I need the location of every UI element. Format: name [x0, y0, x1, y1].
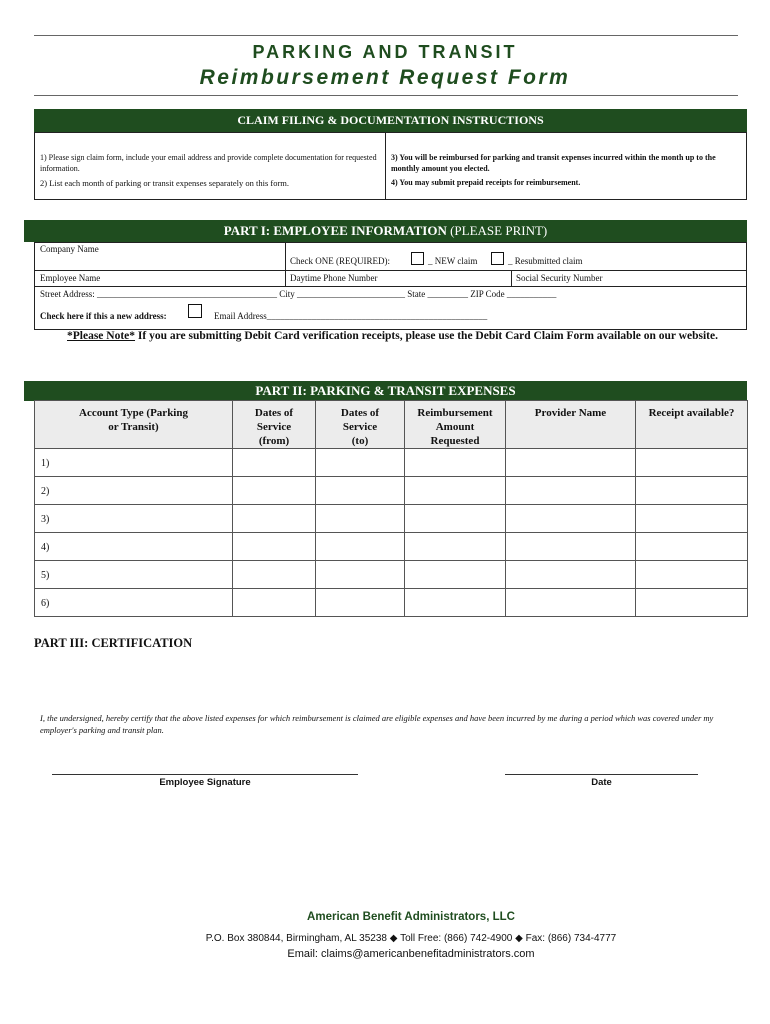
cell-from[interactable] [233, 533, 316, 561]
check-one-text: Check ONE (REQUIRED): [290, 256, 390, 266]
resubmitted-label: _ Resubmitted claim [508, 256, 583, 266]
address-line[interactable]: Street Address: ________________________________________ City ________________________ State _________ ZIP Code ___________ [40, 289, 557, 299]
cell-receipt[interactable] [636, 449, 748, 477]
cell-to[interactable] [316, 533, 405, 561]
diamond-icon: ◆ [389, 933, 398, 944]
new-claim-label: _ NEW claim [428, 256, 478, 266]
new-claim-checkbox[interactable] [411, 252, 424, 265]
footer-address: P.O. Box 380844, Birmingham, AL 35238 [205, 933, 387, 944]
table-row [35, 533, 748, 561]
part1-heading-main: PART I: EMPLOYEE INFORMATION [223, 223, 447, 238]
row-line-2 [34, 286, 747, 287]
cell-from[interactable] [233, 477, 316, 505]
note-text: If you are submitting Debit Card verification receipts, please use the Debit Card Claim Form available on our website. [135, 330, 718, 342]
footer-company: American Benefit Administrators, LLC [307, 911, 515, 923]
cell-to[interactable] [316, 505, 405, 533]
cell-amount[interactable] [405, 477, 506, 505]
cell-receipt[interactable] [636, 477, 748, 505]
table-row [35, 589, 748, 617]
cell-amount[interactable] [405, 533, 506, 561]
cell-to[interactable] [316, 561, 405, 589]
title-rule [34, 95, 738, 96]
email-line[interactable]: Email Address_________________________________________________ [214, 311, 488, 321]
table-row [35, 561, 748, 589]
col-provider: Provider Name [506, 401, 636, 449]
row-number: 4) [35, 533, 233, 561]
debit-card-note [67, 329, 743, 344]
row-number: 2) [35, 477, 233, 505]
row-number: 6) [35, 589, 233, 617]
title-line1: PARKING AND TRANSIT [252, 42, 518, 62]
new-address-checkbox[interactable] [188, 304, 202, 318]
cell-provider[interactable] [506, 505, 636, 533]
note-prefix: *Please Note* [67, 330, 136, 342]
instruction-1: 1) Please sign claim form, include your email address and provide complete documentation for requested information. [40, 153, 377, 173]
footer-contact [0, 933, 770, 944]
row-number: 3) [35, 505, 233, 533]
part1-heading [24, 220, 747, 242]
cell-amount[interactable] [405, 505, 506, 533]
col-dates-from: Dates of Service (from) [233, 401, 316, 449]
instruction-2: 2) List each month of parking or transit expenses separately on this form. [40, 178, 290, 188]
employee-name-label: Employee Name [40, 273, 101, 283]
table-row [35, 449, 748, 477]
phone-label: Daytime Phone Number [290, 273, 378, 283]
cell-from[interactable] [233, 505, 316, 533]
cell-receipt[interactable] [636, 561, 748, 589]
signature-line[interactable] [52, 774, 358, 775]
date-label: Date [591, 777, 612, 788]
certification-text: I, the undersigned, hereby certify that the above listed expenses for which reimbursement is claimed are eligible expenses and have been incurred by me during a period which was covered under my employer's parking and transit plan. [40, 713, 714, 735]
cell-provider[interactable] [506, 477, 636, 505]
part2-heading: PART II: PARKING & TRANSIT EXPENSES [24, 381, 747, 401]
new-address-label: Check here if this a new address: [40, 311, 167, 321]
footer-email-label: Email: [287, 948, 318, 960]
date-line[interactable] [505, 774, 698, 775]
cell-amount[interactable] [405, 589, 506, 617]
cell-receipt[interactable] [636, 533, 748, 561]
title-line2: Reimbursement Request Form [199, 66, 571, 89]
instruction-4: 4) You may submit prepaid receipts for reimbursement. [391, 178, 581, 187]
col-account-type: Account Type (Parking or Transit) [35, 401, 233, 449]
cell-from[interactable] [233, 589, 316, 617]
cell-receipt[interactable] [636, 589, 748, 617]
cell-provider[interactable] [506, 449, 636, 477]
cell-to[interactable] [316, 477, 405, 505]
cell-amount[interactable] [405, 561, 506, 589]
expenses-table [34, 400, 748, 617]
row-line-1 [34, 270, 747, 271]
row-number: 5) [35, 561, 233, 589]
col-dates-to: Dates of Service (to) [316, 401, 405, 449]
footer-email-link[interactable]: claims@americanbenefitadministrators.com [321, 948, 535, 960]
footer-email-line [0, 948, 770, 960]
company-name-label: Company Name [40, 244, 99, 254]
col-line-1 [285, 242, 286, 286]
table-row [35, 477, 748, 505]
part3-heading: PART III: CERTIFICATION [34, 636, 193, 650]
cell-from[interactable] [233, 561, 316, 589]
cell-amount[interactable] [405, 449, 506, 477]
resubmitted-checkbox[interactable] [491, 252, 504, 265]
instructions-heading: CLAIM FILING & DOCUMENTATION INSTRUCTIONS [34, 109, 747, 132]
cell-receipt[interactable] [636, 505, 748, 533]
footer-toll-free: Toll Free: (866) 742-4900 [400, 933, 513, 944]
cell-provider[interactable] [506, 533, 636, 561]
diamond-icon: ◆ [515, 933, 523, 944]
top-rule [34, 35, 738, 36]
table-row [35, 505, 748, 533]
cell-provider[interactable] [506, 589, 636, 617]
col-amount: Reimbursement Amount Requested [405, 401, 506, 449]
check-one-label [290, 256, 390, 266]
signature-label: Employee Signature [159, 777, 251, 788]
cell-to[interactable] [316, 449, 405, 477]
col-receipt: Receipt available? [636, 401, 748, 449]
row-number: 1) [35, 449, 233, 477]
cell-to[interactable] [316, 589, 405, 617]
ssn-label: Social Security Number [516, 273, 603, 283]
expenses-header-row [35, 401, 748, 449]
instructions-divider [385, 132, 386, 200]
part1-heading-suffix: (PLEASE PRINT) [450, 223, 548, 238]
cell-from[interactable] [233, 449, 316, 477]
instruction-3: 3) You will be reimbursed for parking and transit expenses incurred within the month up to the monthly amount you elected. [391, 153, 716, 173]
footer-fax: Fax: (866) 734-4777 [525, 933, 617, 944]
col-line-2 [511, 270, 512, 286]
cell-provider[interactable] [506, 561, 636, 589]
